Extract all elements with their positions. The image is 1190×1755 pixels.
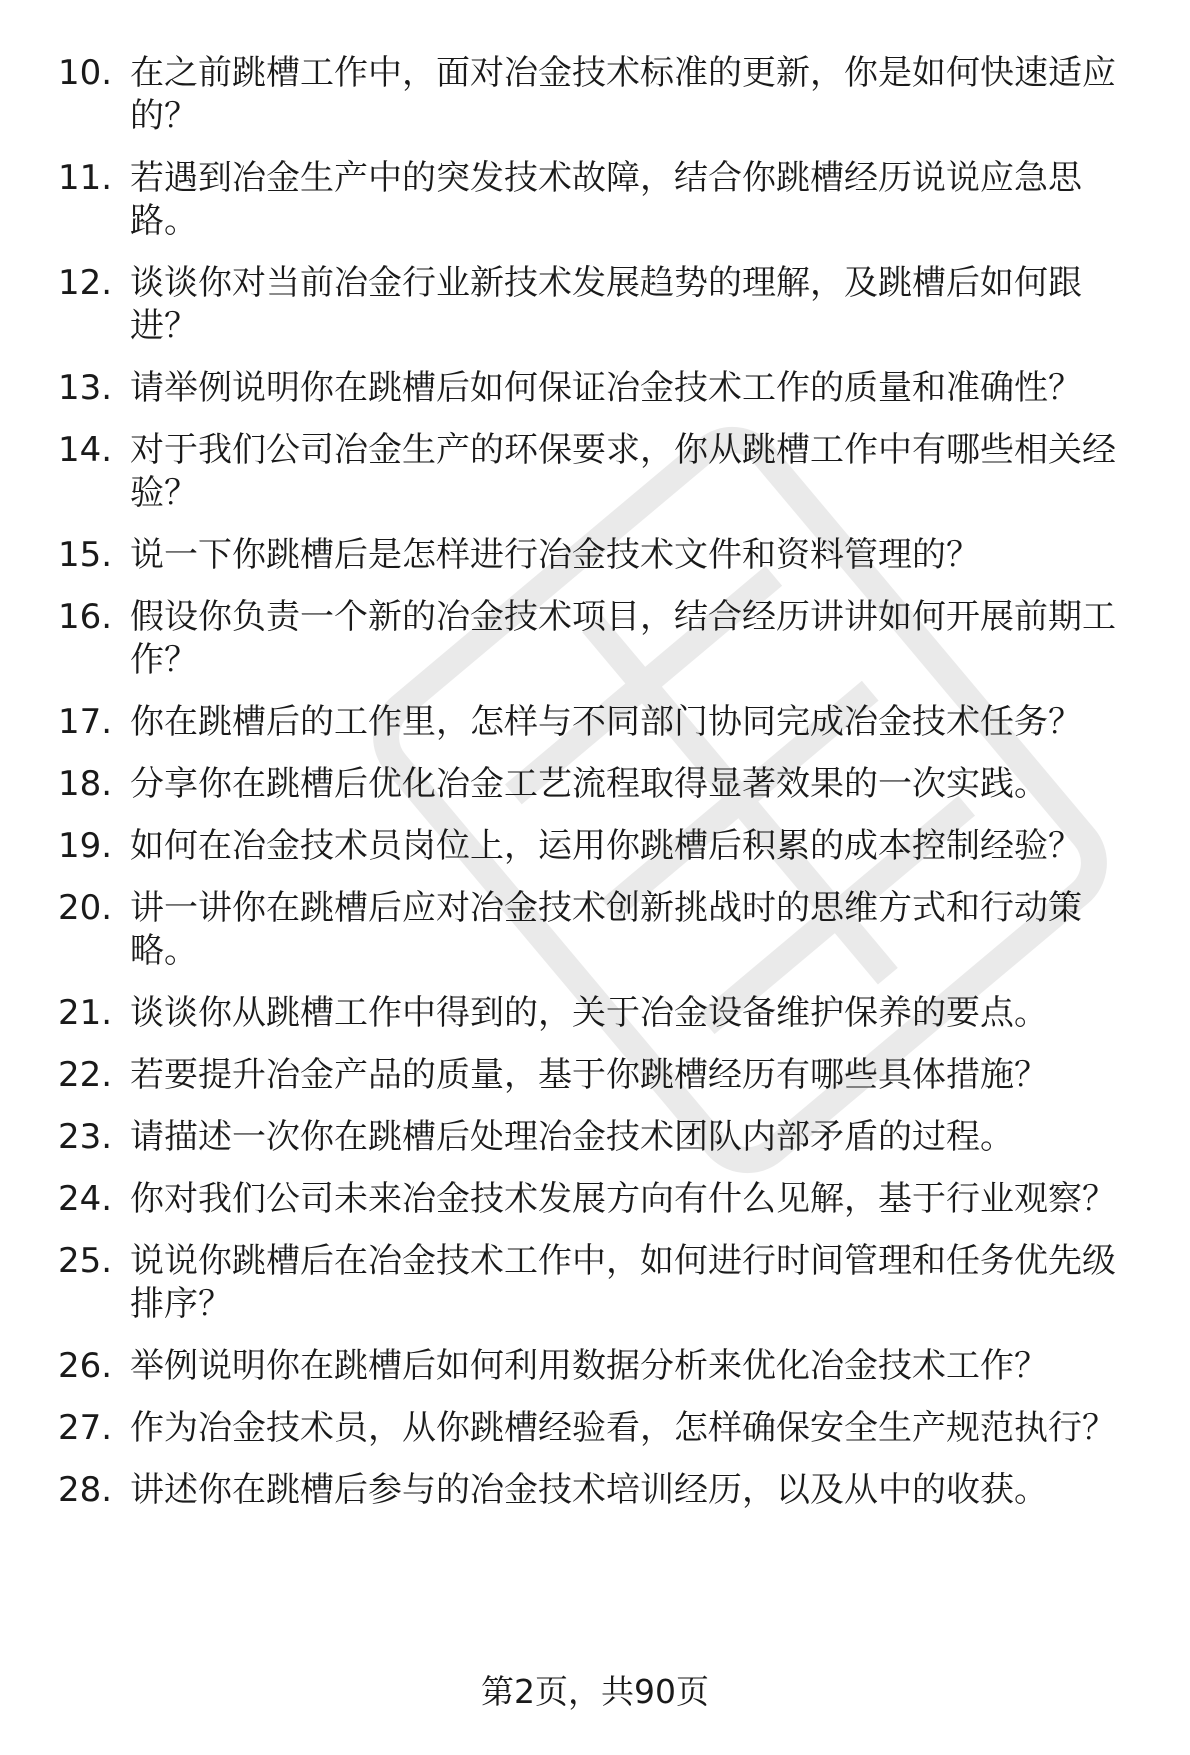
question-text: 说一下你跳槽后是怎样进行冶金技术文件和资料管理的？ [130, 535, 980, 575]
question-list [58, 52, 1148, 1531]
question-number: 25. [58, 1241, 113, 1281]
question-number: 17. [58, 702, 113, 742]
list-item [58, 1345, 1148, 1388]
question-number: 26. [58, 1346, 113, 1386]
list-item [58, 534, 1148, 577]
question-number: 15. [58, 535, 113, 575]
question-number: 23. [58, 1117, 113, 1157]
question-text: 对于我们公司冶金生产的环保要求，你从跳槽工作中有哪些相关经验？ [130, 430, 1116, 513]
question-text: 若要提升冶金产品的质量，基于你跳槽经历有哪些具体措施？ [130, 1055, 1048, 1095]
list-item [58, 1116, 1148, 1159]
question-number: 27. [58, 1408, 113, 1448]
question-number: 20. [58, 888, 113, 928]
page-number-footer: 第2页，共90页 [481, 1672, 709, 1711]
question-number: 18. [58, 764, 113, 804]
question-number: 13. [58, 368, 113, 408]
list-item [58, 763, 1148, 806]
question-number: 11. [58, 158, 113, 198]
question-text: 你在跳槽后的工作里，怎样与不同部门协同完成冶金技术任务？ [130, 702, 1082, 742]
question-number: 10. [58, 53, 113, 93]
question-text: 分享你在跳槽后优化冶金工艺流程取得显著效果的一次实践。 [130, 764, 1048, 804]
question-text: 作为冶金技术员，从你跳槽经验看，怎样确保安全生产规范执行？ [130, 1408, 1116, 1448]
question-number: 16. [58, 597, 113, 637]
question-text: 说说你跳槽后在冶金技术工作中，如何进行时间管理和任务优先级排序？ [130, 1241, 1116, 1324]
question-text: 假设你负责一个新的冶金技术项目，结合经历讲讲如何开展前期工作？ [130, 597, 1116, 680]
list-item [58, 367, 1148, 410]
list-item [58, 825, 1148, 868]
question-number: 12. [58, 263, 113, 303]
list-item [58, 992, 1148, 1035]
question-text: 讲一讲你在跳槽后应对冶金技术创新挑战时的思维方式和行动策略。 [130, 888, 1082, 971]
list-item [58, 1178, 1148, 1221]
question-text: 请描述一次你在跳槽后处理冶金技术团队内部矛盾的过程。 [130, 1117, 1014, 1157]
list-item [58, 701, 1148, 744]
question-number: 19. [58, 826, 113, 866]
list-item [58, 157, 1148, 243]
question-number: 14. [58, 430, 113, 470]
question-text: 你对我们公司未来冶金技术发展方向有什么见解，基于行业观察？ [130, 1179, 1116, 1219]
question-text: 讲述你在跳槽后参与的冶金技术培训经历，以及从中的收获。 [130, 1470, 1048, 1510]
question-number: 21. [58, 993, 113, 1033]
question-number: 24. [58, 1179, 113, 1219]
list-item [58, 429, 1148, 515]
list-item [58, 887, 1148, 973]
list-item [58, 262, 1148, 348]
list-item [58, 1240, 1148, 1326]
question-text: 在之前跳槽工作中，面对冶金技术标准的更新，你是如何快速适应的？ [130, 53, 1116, 136]
list-item [58, 1407, 1148, 1450]
question-text: 举例说明你在跳槽后如何利用数据分析来优化冶金技术工作？ [130, 1346, 1048, 1386]
question-number: 28. [58, 1470, 113, 1510]
list-item [58, 52, 1148, 138]
list-item [58, 596, 1148, 682]
list-item [58, 1054, 1148, 1097]
question-text: 如何在冶金技术员岗位上，运用你跳槽后积累的成本控制经验？ [130, 826, 1082, 866]
question-text: 请举例说明你在跳槽后如何保证冶金技术工作的质量和准确性？ [130, 368, 1082, 408]
question-number: 22. [58, 1055, 113, 1095]
question-text: 谈谈你从跳槽工作中得到的，关于冶金设备维护保养的要点。 [130, 993, 1048, 1033]
question-text: 若遇到冶金生产中的突发技术故障，结合你跳槽经历说说应急思路。 [130, 158, 1082, 241]
question-text: 谈谈你对当前冶金行业新技术发展趋势的理解，及跳槽后如何跟进？ [130, 263, 1082, 346]
list-item [58, 1469, 1148, 1512]
